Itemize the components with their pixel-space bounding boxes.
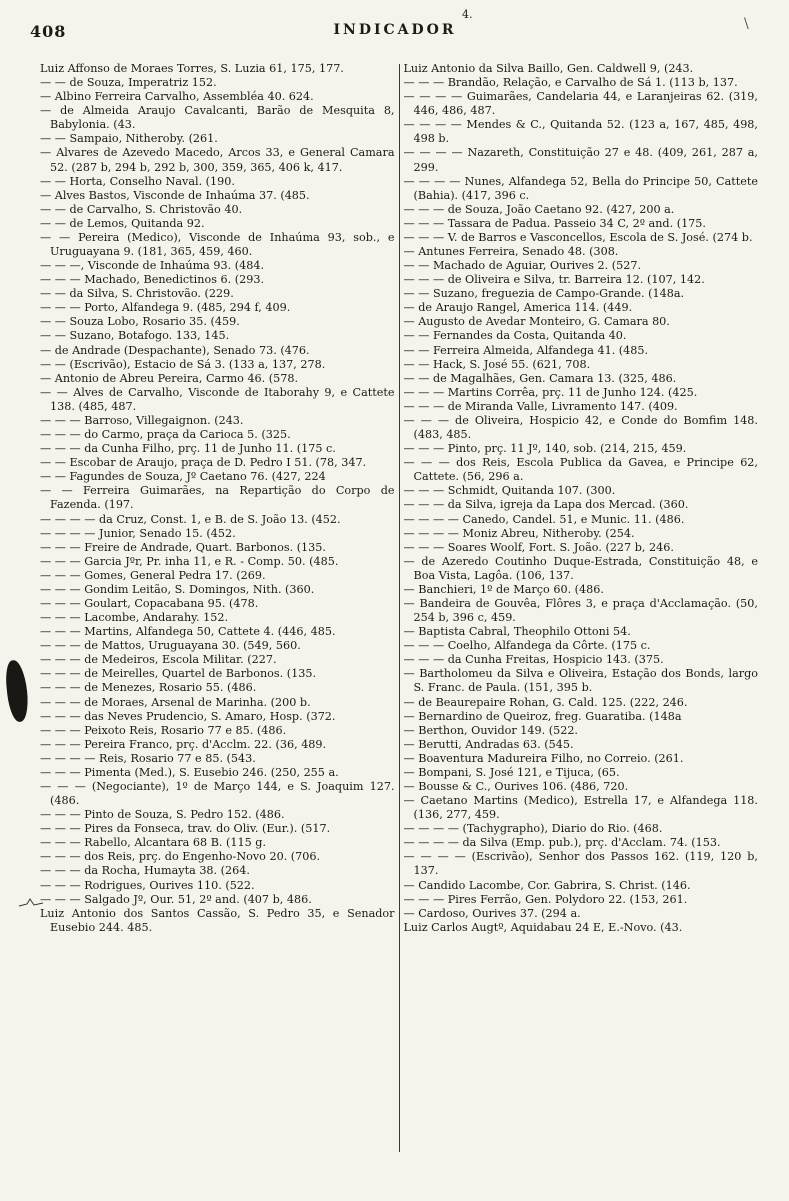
directory-entry: — — — Peixoto Reis, Rosario 77 e 85. (486. [40, 723, 287, 737]
directory-entry: — Baptista Cabral, Theophilo Ottoni 54. [403, 625, 631, 639]
directory-entry: — — — — Nazareth, Constituição 27 e 48. (409, 261, 287 a, 299. [403, 146, 758, 174]
directory-entry: — — — Barroso, Villegaignon. (243. [40, 413, 244, 427]
directory-entry: — — — — (Tachygrapho), Diario do Rio. (468. [403, 822, 663, 836]
directory-entry: — — de Carvalho, S. Christovão 40. [40, 202, 243, 216]
directory-entry: — — (Escrivão), Estacio de Sá 3. (133 a, 137, 278. [40, 357, 326, 371]
directory-columns [40, 62, 758, 1162]
directory-entry: — — — de Mattos, Uruguayana 30. (549, 560. [40, 639, 301, 653]
directory-entry: — — — Pires Ferrão, Gen. Polydoro 22. (153, 261. [403, 892, 688, 906]
directory-entry: — Alvares de Azevedo Macedo, Arcos 33, e General Camara 52. (287 b, 294 b, 292 b, 300, 359, 365, 406 k, 417. [40, 146, 395, 174]
directory-entry: — Antonio de Abreu Pereira, Carmo 46. (578. [40, 371, 299, 385]
directory-entry: — — — Pinto de Souza, S. Pedro 152. (486. [40, 808, 285, 822]
directory-entry: — — — — Moniz Abreu, Nitheroby. (254. [403, 526, 635, 540]
directory-entry: — — — — Reis, Rosario 77 e 85. (543. [40, 751, 256, 765]
directory-entry: — — — Salgado Jº, Our. 51, 2º and. (407 b, 486. [40, 892, 312, 906]
directory-entry: — — — (Negociante), 1º de Março 144, e S. Joaquim 127. (486. [40, 779, 395, 808]
directory-entry: — de Beaurepaire Rohan, G. Cald. 125. (222, 246. [403, 695, 688, 709]
directory-entry: — — — Brandão, Relação, e Carvalho de Sá 1. (113 b, 137. [403, 76, 738, 90]
directory-entry: — — — do Carmo, praça da Carioca 5. (325. [40, 428, 291, 442]
directory-entry: — — — Porto, Alfandega 9. (485, 294 f, 409. [40, 301, 291, 315]
directory-entry: — — — Machado, Benedictinos 6. (293. [40, 273, 264, 287]
directory-entry: — — de Magalhães, Gen. Camara 13. (325, 486. [403, 371, 677, 385]
directory-entry: — — — Gomes, General Pedra 17. (269. [40, 568, 266, 582]
directory-entry: — — — de Medeiros, Escola Militar. (227. [40, 653, 277, 667]
directory-entry: — — — Rabello, Alcantara 68 B. (115 g. [40, 836, 267, 850]
directory-entry: — — — da Cunha Filho, prç. 11 de Junho 11. (175 c. [40, 442, 336, 456]
directory-entry: — — — Rodrigues, Ourives 110. (522. [40, 878, 255, 892]
directory-entry: — — Ferreira Almeida, Alfandega 41. (485. [403, 343, 649, 357]
directory-entry: — — — da Cunha Freitas, Hospicio 143. (375. [403, 653, 664, 667]
directory-entry: — — — da Rocha, Humayta 38. (264. [40, 864, 250, 878]
directory-entry: — — — Garcia Jºr, Pr. inha 11, e R. - Comp. 50. (485. [40, 554, 339, 568]
directory-entry: — — — Soares Woolf, Fort. S. João. (227 b, 246. [403, 540, 674, 554]
directory-entry: — — — dos Reis, Escola Publica da Gavea, e Principe 62, Cattete. (56, 296 a. [403, 456, 758, 484]
directory-entry: Luiz Antonio da Silva Baillo, Gen. Caldwell 9, (243. [403, 62, 694, 75]
directory-entry: — Albino Ferreira Carvalho, Assembléa 40. 624. [40, 90, 314, 104]
page-header [30, 8, 760, 52]
directory-entry: — — — de Souza, João Caetano 92. (427, 200 a. [403, 202, 675, 216]
directory-entry: — — Machado de Aguiar, Ourives 2. (527. [403, 259, 641, 273]
left-column [40, 62, 399, 1162]
directory-entry: — — — Pimenta (Med.), S. Eusebio 246. (250, 255 a. [40, 765, 339, 779]
directory-entry: — — — Gondim Leitão, S. Domingos, Nith. (360. [40, 582, 315, 596]
directory-entry: — Berthon, Ouvidor 149. (522. [403, 723, 578, 737]
directory-entry: — — — — da Silva (Emp. pub.), prç. d'Acclam. 74. (153. [403, 836, 721, 850]
directory-entry: — — — de Meirelles, Quartel de Barbonos. (135. [40, 667, 317, 681]
directory-entry: — — — V. de Barros e Vasconcellos, Escola de S. José. (274 b. [403, 230, 753, 244]
ink-blot-decoration [4, 659, 30, 723]
directory-entry: — — Ferreira Guimarães, na Repartição do Corpo de Fazenda. (197. [40, 484, 395, 512]
directory-entry: — — — Freire de Andrade, Quart. Barbonos. (135. [40, 540, 326, 554]
directory-entry: — — —, Visconde de Inhaúma 93. (484. [40, 259, 265, 273]
directory-entry: — — — — Canedo, Candel. 51, e Munic. 11. (486. [403, 512, 685, 526]
directory-entry: — — — de Miranda Valle, Livramento 147. (409. [403, 399, 678, 413]
directory-entry: — — — da Silva, igreja da Lapa dos Mercad. (360. [403, 498, 689, 512]
directory-entry: — — — Coelho, Alfandega da Côrte. (175 c. [403, 639, 651, 653]
directory-entry: — Bousse & C., Ourives 106. (486, 720. [403, 779, 629, 793]
directory-entry: — — — Tassara de Padua. Passeio 34 C, 2º and. (175. [403, 216, 706, 230]
directory-entry: — — — Pires da Fonseca, trav. do Oliv. (Eur.). (517. [40, 822, 331, 836]
directory-entry: — — Alves de Carvalho, Visconde de Itaborahy 9, e Cattete 138. (485, 487. [40, 385, 395, 413]
directory-entry: — — Pereira (Medico), Visconde de Inhaúma 93, sob., e Uruguayana 9. (181, 365, 459, 460. [40, 230, 395, 259]
directory-entry: — Berutti, Andradas 63. (545. [403, 737, 574, 751]
directory-entry: — Augusto de Avedar Monteiro, G. Camara 80. [403, 315, 670, 329]
directory-entry: — — Sampaio, Nitheroby. (261. [40, 132, 218, 146]
directory-entry: — — — — Junior, Senado 15. (452. [40, 526, 236, 540]
directory-entry: — — — Pereira Franco, prç. d'Acclm. 22. (36, 489. [40, 737, 327, 751]
directory-entry: — Caetano Martins (Medico), Estrella 17, e Alfandega 118. (136, 277, 459. [403, 794, 758, 822]
directory-entry: — — — — da Cruz, Const. 1, e B. de S. João 13. (452. [40, 512, 341, 526]
directory-entry: — Cardoso, Ourives 37. (294 a. [403, 906, 581, 920]
directory-entry: — — — Lacombe, Andarahy. 152. [40, 611, 229, 625]
directory-entry: — — — de Oliveira e Silva, tr. Barreira 12. (107, 142. [403, 273, 705, 287]
directory-entry: Luiz Antonio dos Santos Cassão, S. Pedro 35, e Senador Eusebio 244. 485. [40, 906, 395, 934]
directory-entry: — — — de Moraes, Arsenal de Marinha. (200 b. [40, 695, 311, 709]
directory-entry: — Antunes Ferreira, Senado 48. (308. [403, 245, 619, 259]
directory-entry: — — Suzano, freguezia de Campo-Grande. (148a. [403, 287, 685, 301]
directory-entry: — Boaventura Madureira Filho, no Correio. (261. [403, 751, 684, 765]
directory-entry: — — — das Neves Prudencio, S. Amaro, Hosp. (372. [40, 709, 336, 723]
directory-entry: — — Horta, Conselho Naval. (190. [40, 174, 235, 188]
directory-entry: — Alves Bastos, Visconde de Inhaúma 37. (485. [40, 188, 310, 202]
directory-entry: — de Andrade (Despachante), Senado 73. (476. [40, 343, 310, 357]
directory-entry: — — — de Oliveira, Hospicio 42, e Conde do Bomfim 148. (483, 485. [403, 413, 758, 442]
directory-entry: — — — dos Reis, prç. do Engenho-Novo 20. (706. [40, 850, 321, 864]
directory-entry: — Bompani, S. José 121, e Tijuca, (65. [403, 765, 620, 779]
directory-entry: — — — Pinto, prç. 11 Jº, 140, sob. (214, 215, 459. [403, 442, 687, 456]
directory-entry: — Bartholomeu da Silva e Oliveira, Estação dos Bonds, largo S. Franc. de Paula. (151, 395 b. [403, 667, 758, 695]
directory-entry: — Bandeira de Gouvêa, Flôres 3, e praça d'Acclamação. (50, 254 b, 396 c, 459. [403, 596, 758, 625]
directory-entry: — Banchieri, 1º de Março 60. (486. [403, 582, 604, 596]
directory-entry: — — — Goulart, Copacabana 95. (478. [40, 596, 259, 610]
directory-entry: — — — — Mendes & C., Quitanda 52. (123 a, 167, 485, 498, 498 b. [403, 118, 758, 146]
right-column [399, 62, 758, 1162]
directory-entry: — — — — (Escrivão), Senhor dos Passos 162. (119, 120 b, 137. [403, 850, 758, 878]
directory-entry: — — — Schmidt, Quitanda 107. (300. [403, 484, 616, 498]
directory-entry: Luiz Affonso de Moraes Torres, S. Luzia 61, 175, 177. [40, 62, 344, 75]
directory-entry: — — Escobar de Araujo, praça de D. Pedro I 51. (78, 347. [40, 456, 367, 470]
directory-entry: — — da Silva, S. Christovão. (229. [40, 287, 234, 301]
directory-entry: — — Souza Lobo, Rosario 35. (459. [40, 315, 240, 329]
page-mark: 4. [462, 8, 473, 21]
margin-tick-mark: \ [744, 16, 749, 32]
directory-entry: — — Hack, S. José 55. (621, 708. [403, 357, 591, 371]
directory-entry: — de Araujo Rangel, America 114. (449. [403, 301, 633, 315]
directory-entry: — — de Souza, Imperatriz 152. [40, 76, 217, 90]
directory-entry: — de Azeredo Coutinho Duque-Estrada, Constituição 48, e Boa Vista, Lagôa. (106, 137. [403, 554, 758, 582]
directory-entry: — — — — Guimarães, Candelaria 44, e Laranjeiras 62. (319, 446, 486, 487. [403, 90, 758, 118]
directory-entry: — — — — Nunes, Alfandega 52, Bella do Principe 50, Cattete (Bahia). (417, 396 c. [403, 174, 758, 202]
running-title: INDICADOR [333, 22, 457, 38]
directory-entry: — — Fernandes da Costa, Quitanda 40. [403, 329, 627, 343]
directory-entry: — — de Lemos, Quitanda 92. [40, 216, 205, 230]
directory-entry: Luiz Carlos Augtº, Aquidabau 24 E, E.-Novo. (43. [403, 920, 683, 934]
directory-entry: — Bernardino de Queiroz, freg. Guaratiba. (148a [403, 709, 682, 723]
directory-entry: — — — Martins Corrêa, prç. 11 de Junho 124. (425. [403, 385, 698, 399]
directory-entry: — Candido Lacombe, Cor. Gabrira, S. Christ. (146. [403, 878, 691, 892]
directory-entry: — — — de Menezes, Rosario 55. (486. [40, 681, 257, 695]
directory-entry: — — Fagundes de Souza, Jº Caetano 76. (427, 224 [40, 470, 326, 484]
page-number: 408 [30, 22, 67, 41]
directory-entry: — — — Martins, Alfandega 50, Cattete 4. (446, 485. [40, 625, 336, 639]
directory-entry: — de Almeida Araujo Cavalcanti, Barão de Mesquita 8, Babylonia. (43. [40, 104, 395, 132]
directory-entry: — — Suzano, Botafogo. 133, 145. [40, 329, 230, 343]
